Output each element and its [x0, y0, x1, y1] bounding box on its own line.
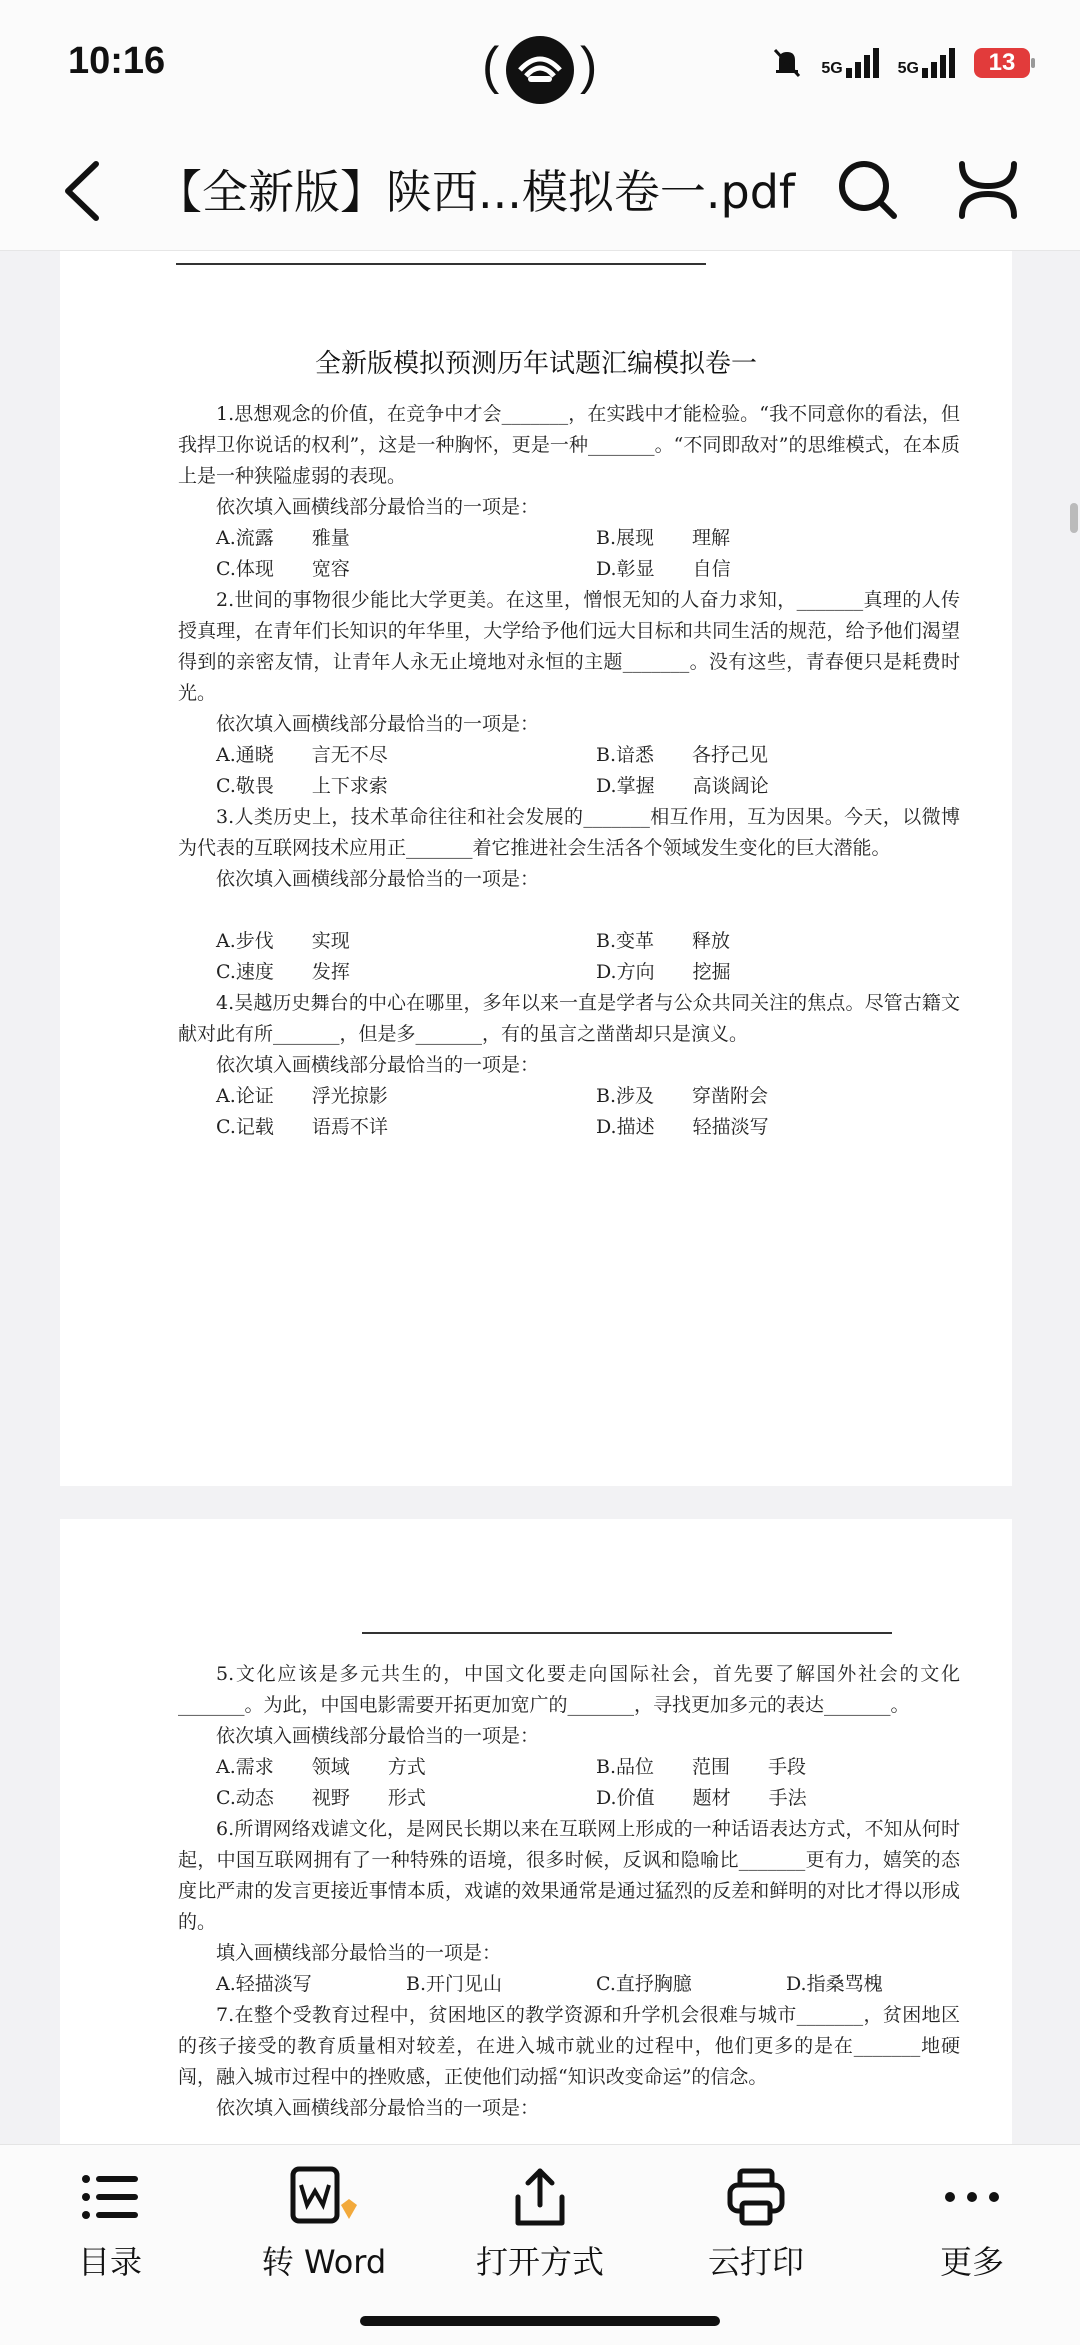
option-a[interactable]: A.需求 领域 方式: [216, 1756, 426, 1778]
toolbar-catalog-button[interactable]: [20, 2165, 200, 2283]
question-1: [178, 399, 960, 523]
search-button[interactable]: [836, 158, 900, 222]
header-rule: [362, 1632, 892, 1634]
hotspot-icon: [506, 36, 574, 104]
question-6-prompt: 填入画横线部分最恰当的一项是：: [216, 1942, 502, 1964]
question-4-text: 4.吴越历史舞台的中心在哪里，多年以来一直是学者与公众共同关注的焦点。尽管古籍文献对此有所_______，但是多_______，有的虽言之凿凿却只是演义。: [178, 992, 960, 1045]
option-b[interactable]: B.展现 理解: [596, 527, 731, 549]
signal-bars-icon: [846, 48, 880, 78]
signal-label-2: 5G: [897, 60, 919, 77]
toolbar-label: 云打印: [707, 2243, 804, 2281]
option-c[interactable]: C.速度 发挥: [216, 961, 350, 983]
scrollbar-thumb[interactable]: [1070, 503, 1078, 533]
status-bar: [0, 0, 1080, 130]
question-1-options: [216, 523, 996, 585]
header-rule: [176, 263, 706, 265]
option-b[interactable]: B.品位 范围 手段: [596, 1756, 807, 1778]
option-b[interactable]: B.变革 释放: [596, 930, 731, 952]
question-7-text: 7.在整个受教育过程中，贫困地区的教学资源和升学机会很难与城市_______，贫困地区的孩子接受的教育质量相对较差，在进入城市就业的过程中，他们更多的是在_______地硬闯，融入城市过程中的挫败感，正使他们动摇“知识改变命运”的信念。: [178, 2004, 960, 2088]
question-2-text: 2.世间的事物很少能比大学更美。在这里，憎恨无知的人奋力求知，_______真理的人传授真理，在青年们长知识的年华里，大学给予他们远大目标和共同生活的规范，给予他们渴望得到的亲密友情，让青年人永无止境地对永恒的主题_______。没有这些，青春便只是耗费时光。: [178, 589, 960, 704]
question-5-prompt: 依次填入画横线部分最恰当的一项是：: [216, 1725, 540, 1747]
home-indicator[interactable]: [360, 2316, 720, 2326]
question-2-prompt: 依次填入画横线部分最恰当的一项是：: [216, 713, 540, 735]
pdf-page-2: [60, 1519, 1012, 2144]
status-icons: [771, 46, 1030, 80]
option-c[interactable]: C.直抒胸臆: [596, 1973, 692, 1995]
question-4-prompt: 依次填入画横线部分最恰当的一项是：: [216, 1054, 540, 1076]
question-6-text: 6.所谓网络戏谑文化，是网民长期以来在互联网上形成的一种话语表达方式，不知从何时起，中国互联网拥有了一种特殊的语境，很多时候，反讽和隐喻比_______更有力，嬉笑的态度比严肃的发言更接近事情本质，戏谑的效果通常是通过猛烈的反差和鲜明的对比才得以形成的。: [178, 1818, 960, 1933]
question-4: [178, 988, 960, 1081]
option-a[interactable]: A.通晓 言无不尽: [216, 744, 388, 766]
option-b[interactable]: B.谙悉 各抒己见: [596, 744, 769, 766]
option-a[interactable]: A.流露 雅量: [216, 527, 350, 549]
option-d[interactable]: D.掌握 高谈阔论: [596, 775, 769, 797]
option-d[interactable]: D.彰显 自信: [596, 558, 731, 580]
signal-label-1: 5G: [821, 60, 843, 77]
question-3-prompt: 依次填入画横线部分最恰当的一项是：: [216, 868, 540, 890]
question-7-prompt: 依次填入画横线部分最恰当的一项是：: [216, 2097, 540, 2119]
question-6-options: [216, 1969, 996, 2000]
document-title: 【全新版】陕西...模拟卷一.pdf: [156, 165, 796, 219]
hotspot-indicator: ( ): [482, 32, 598, 108]
close-icon: [956, 158, 1020, 222]
option-b[interactable]: B.涉及 穿凿附会: [596, 1085, 769, 1107]
toolbar-label: 打开方式: [475, 2243, 604, 2281]
close-button[interactable]: [956, 158, 1020, 222]
question-7: [178, 2000, 960, 2124]
option-d[interactable]: D.指桑骂槐: [786, 1973, 883, 1995]
option-d[interactable]: D.方向 挖掘: [596, 961, 731, 983]
question-2-options: [216, 740, 996, 802]
question-1-text: 1.思想观念的价值，在竞争中才会_______，在实践中才能检验。“我不同意你的看法，但我捍卫你说话的权利”，这是一种胸怀，更是一种_______。“不同即敌对”的思维模式，在本质上是一种狭隘虚弱的表现。: [178, 403, 960, 487]
question-4-options: [216, 1081, 996, 1143]
option-a[interactable]: A.论证 浮光掠影: [216, 1085, 388, 1107]
question-3-text: 3.人类历史上，技术革命往往和社会发展的_______相互作用，互为因果。今天，以微博为代表的互联网技术应用正_______着它推进社会生活各个领域发生变化的巨大潜能。: [178, 806, 960, 859]
word-convert-icon: [289, 2165, 359, 2229]
option-d[interactable]: D.价值 题材 手法: [596, 1787, 807, 1809]
question-3: [178, 802, 960, 895]
mute-bell-icon: [771, 46, 803, 80]
question-6: [178, 1814, 960, 1969]
option-c[interactable]: C.记载 语焉不详: [216, 1116, 388, 1138]
toolbar-word-button[interactable]: [234, 2165, 414, 2283]
toolbar-label: 更多: [939, 2243, 1004, 2281]
toolbar-open-with-button[interactable]: [450, 2165, 630, 2283]
question-2: [178, 585, 960, 740]
print-icon: [724, 2165, 788, 2229]
toolbar-label: 转 Word: [261, 2243, 387, 2281]
share-icon: [508, 2165, 572, 2229]
toolbar-cloud-print-button[interactable]: [666, 2165, 846, 2283]
list-icon: [78, 2165, 142, 2229]
question-5-text: 5.文化应该是多元共生的，中国文化要走向国际社会，首先要了解国外社会的文化_______。为此，中国电影需要开拓更加宽广的_______，寻找更加多元的表达_______。: [178, 1663, 960, 1716]
pdf-page-1: [60, 251, 1012, 1486]
exam-title: 全新版模拟预测历年试题汇编模拟卷一: [314, 349, 757, 379]
option-c[interactable]: C.体现 宽容: [216, 558, 350, 580]
bottom-toolbar: [0, 2144, 1080, 2345]
more-icon: [940, 2165, 1004, 2229]
toolbar-more-button[interactable]: [882, 2165, 1062, 2283]
option-b[interactable]: B.开门见山: [406, 1973, 503, 1995]
option-a[interactable]: A.步伐 实现: [216, 930, 350, 952]
option-c[interactable]: C.动态 视野 形式: [216, 1787, 426, 1809]
signal-bars-icon: [922, 48, 956, 78]
option-c[interactable]: C.敬畏 上下求索: [216, 775, 388, 797]
back-arrow-icon: [56, 156, 116, 226]
question-5-options: [216, 1752, 996, 1814]
question-3-options: [216, 926, 996, 988]
app-header: [0, 130, 1080, 251]
search-icon: [836, 158, 900, 222]
question-1-prompt: 依次填入画横线部分最恰当的一项是：: [216, 496, 540, 518]
status-time: 10:16: [68, 40, 166, 82]
option-d[interactable]: D.描述 轻描淡写: [596, 1116, 769, 1138]
back-button[interactable]: [56, 156, 116, 226]
toolbar-label: 目录: [77, 2243, 142, 2281]
option-a[interactable]: A.轻描淡写: [216, 1973, 312, 1995]
question-5: [178, 1659, 960, 1752]
battery-icon: 13: [974, 48, 1030, 78]
pdf-viewer[interactable]: [0, 251, 1080, 2144]
